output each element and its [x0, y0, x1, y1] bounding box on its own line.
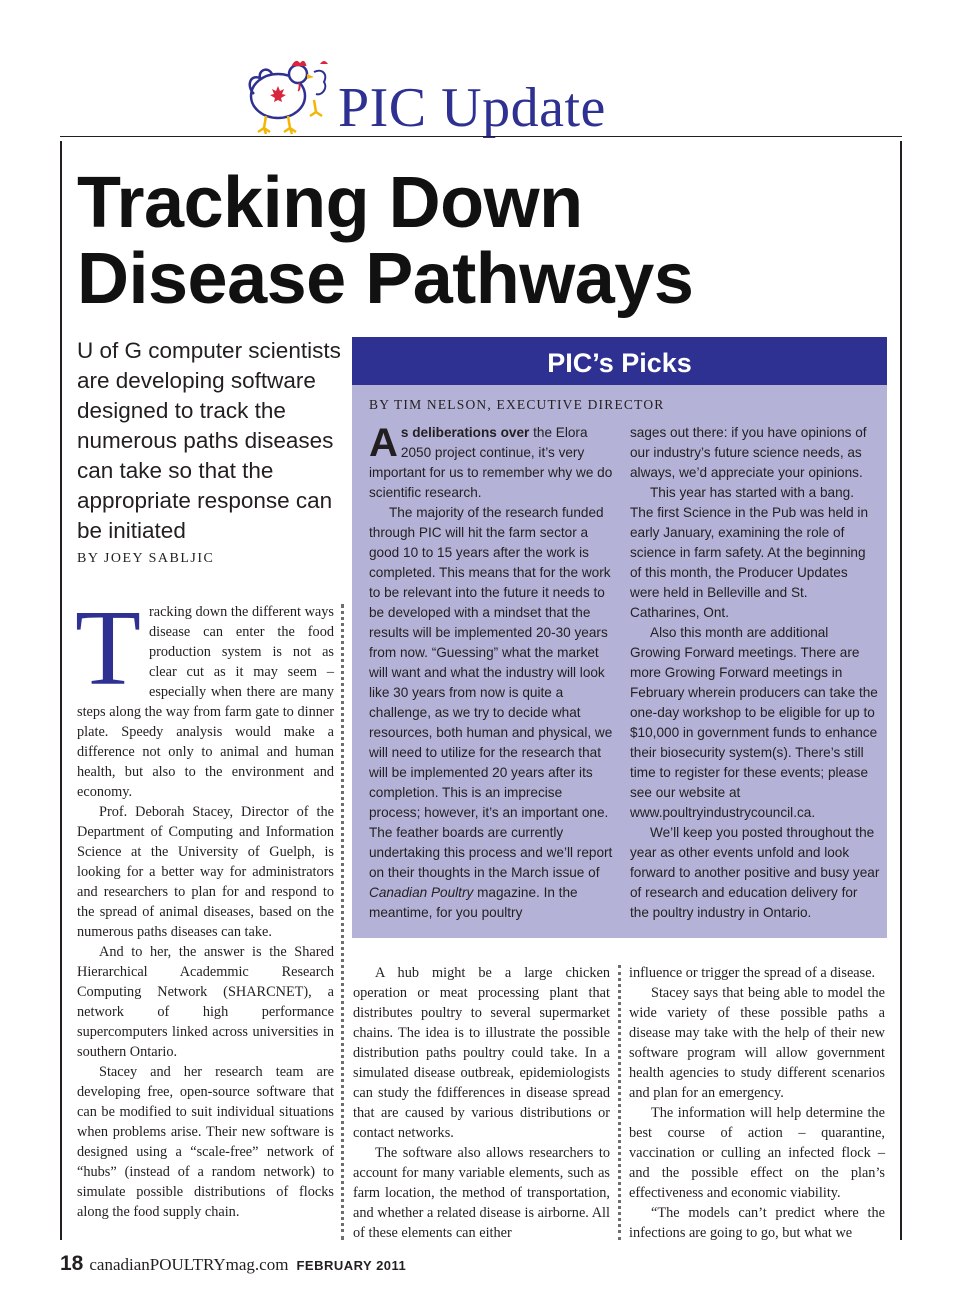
article-paragraph: [75, 589, 334, 802]
magazine-title: Canadian Poultry: [369, 885, 474, 900]
article-paragraph: The software also allows researchers to account for many variable elements, such as farm location, the method of transportation, and whether a related disease is airborne. All of these elements can either: [353, 1145, 610, 1241]
poultry-industry-council-logo-icon: [236, 56, 332, 136]
footer-website: canadianPOULTRYmag.com: [89, 1255, 289, 1274]
frame-rule-left: [60, 141, 62, 1240]
paragraph-text: racking down the different ways disease can enter the food production system is not as clear cut as it may seem – especially when there are many steps along the way from farm gate to dinner plate. Speedy analysis would make a difference not only to animal and human health, but also to the environment and economy.: [77, 604, 334, 800]
page-number: 18: [60, 1252, 84, 1275]
article-paragraph: influence or trigger the spread of a disease.: [629, 965, 876, 981]
article-byline: BY JOEY SABLJIC: [77, 551, 215, 566]
sidebar-paragraph: We’ll keep you posted throughout the year as other events unfold and look forward to another positive and busy year of research and education delivery for the poultry industry in Ontario.: [630, 825, 880, 920]
sidebar-text: magazine. In the meantime, for you poultry: [369, 885, 578, 920]
article-paragraph: Stacey says that being able to model the wide variety of these possible paths a disease may take with the help of their new software program will allow government health agencies to study different scenarios and plan for an emergency.: [629, 985, 885, 1101]
headline-text: Tracking Down Disease Pathways: [77, 163, 694, 319]
article-deck: U of G computer scientists are developing software designed to track the numerous paths diseases can take so that the appropriate response can be initiated: [77, 338, 341, 543]
sidebar-column-1: [369, 423, 614, 923]
section-title: PIC Update: [338, 77, 606, 139]
pics-picks-sidebar: [352, 337, 887, 938]
sidebar-dropcap: A: [369, 421, 398, 465]
sidebar-column-2: [630, 423, 880, 923]
sidebar-paragraph: [369, 503, 614, 923]
sidebar-text: The majority of the research funded through PIC will hit the farm sector a good 10 to 15 years after the work is completed. This means that for the work to be relevant into the future it needs to be developed with a mindset that the results will be implemented 20-30 years from now. “Guessing” what the market will want and what the industry will look like 30 years from now is quite a challenge, as we try to decide what resources, both human and physical, we will need to utilize for the research that will be implemented 20 years after its completion. This is an imprecise process; however, it’s an important one. The feather boards are currently undertaking this process and we’ll report on their thoughts in the March issue of: [369, 505, 613, 880]
header-rule: [60, 136, 902, 137]
article-paragraph: A hub might be a large chicken operation or meat processing plant that distributes poultry to several supermarket chains. The idea is to illustrate the possible distribution paths poultry could take. In a simulated disease outbreak, epidemiologists can study the fdifferences in disease spread that are caused by various distributions or contact networks.: [353, 965, 610, 1141]
sidebar-paragraph: Also this month are additional Growing Forward meetings. There are more Growing Forward meetings in February wherein producers can take the one-day workshop to be eligible for up to $10,000 in government funds to enhance their biosecurity system(s). There’s still time to register for these events; please see our website at www.poultryindustrycouncil.ca.: [630, 625, 878, 820]
article-paragraph: And to her, the answer is the Shared Hierarchical Academmic Research Computing Network (SHARCNET), a network of high performance supercomputers linked across universities in southern Ontario.: [77, 944, 334, 1060]
article-paragraph: The information will help determine the best course of action – quarantine, vaccination or culling an infected flock – and the possible effect on the plan’s effectiveness and economic viability.: [629, 1105, 885, 1201]
sidebar-lead-text: the Elora 2050 project continue, it’s very important for us to remember why we do scientific research.: [369, 425, 613, 500]
article-headline: [77, 165, 693, 317]
article-paragraph: “The models can’t predict where the infections are going to go, but what we: [629, 1205, 885, 1241]
sidebar-paragraph: This year has started with a bang. The first Science in the Pub was held in early January, examining the role of science in farm safety. At the beginning of this month, the Producer Updates were held in Belleville and St. Catharines, Ont.: [630, 485, 869, 620]
sidebar-paragraph: [369, 423, 614, 503]
article-paragraph: Prof. Deborah Stacey, Director of the Department of Computing and Information Science at the University of Guelph, is looking for a better way for administrators and researchers to plan for and respond to the spread of animal diseases, based on the numerous paths diseases can take.: [77, 804, 334, 940]
sidebar-lead-bold: s deliberations over: [400, 425, 530, 440]
footer-date: FEBRUARY 2011: [296, 1258, 407, 1273]
column-divider: [618, 965, 621, 1240]
sidebar-byline: BY TIM NELSON, EXECUTIVE DIRECTOR: [369, 397, 665, 412]
article-column-3: [629, 963, 885, 1243]
page-footer: [60, 1253, 406, 1277]
frame-rule-right: [900, 141, 902, 1240]
sidebar-title: PIC’s Picks: [352, 337, 887, 385]
dropcap: T: [75, 589, 141, 708]
article-column-1: [75, 589, 334, 1222]
article-paragraph: Stacey and her research team are developing free, open-source software that can be modified to suit individual situations when problems arise. Their new software is designed using a “scale-free” network of “hubs” (instead of a random network) to simulate possible distributions of flocks along the food supply chain.: [77, 1064, 334, 1220]
column-divider: [341, 604, 344, 1240]
article-column-2: [353, 963, 610, 1243]
sidebar-paragraph: sages out there: if you have opinions of our industry’s future science needs, as always, we’d appreciate your opinions.: [630, 425, 867, 480]
